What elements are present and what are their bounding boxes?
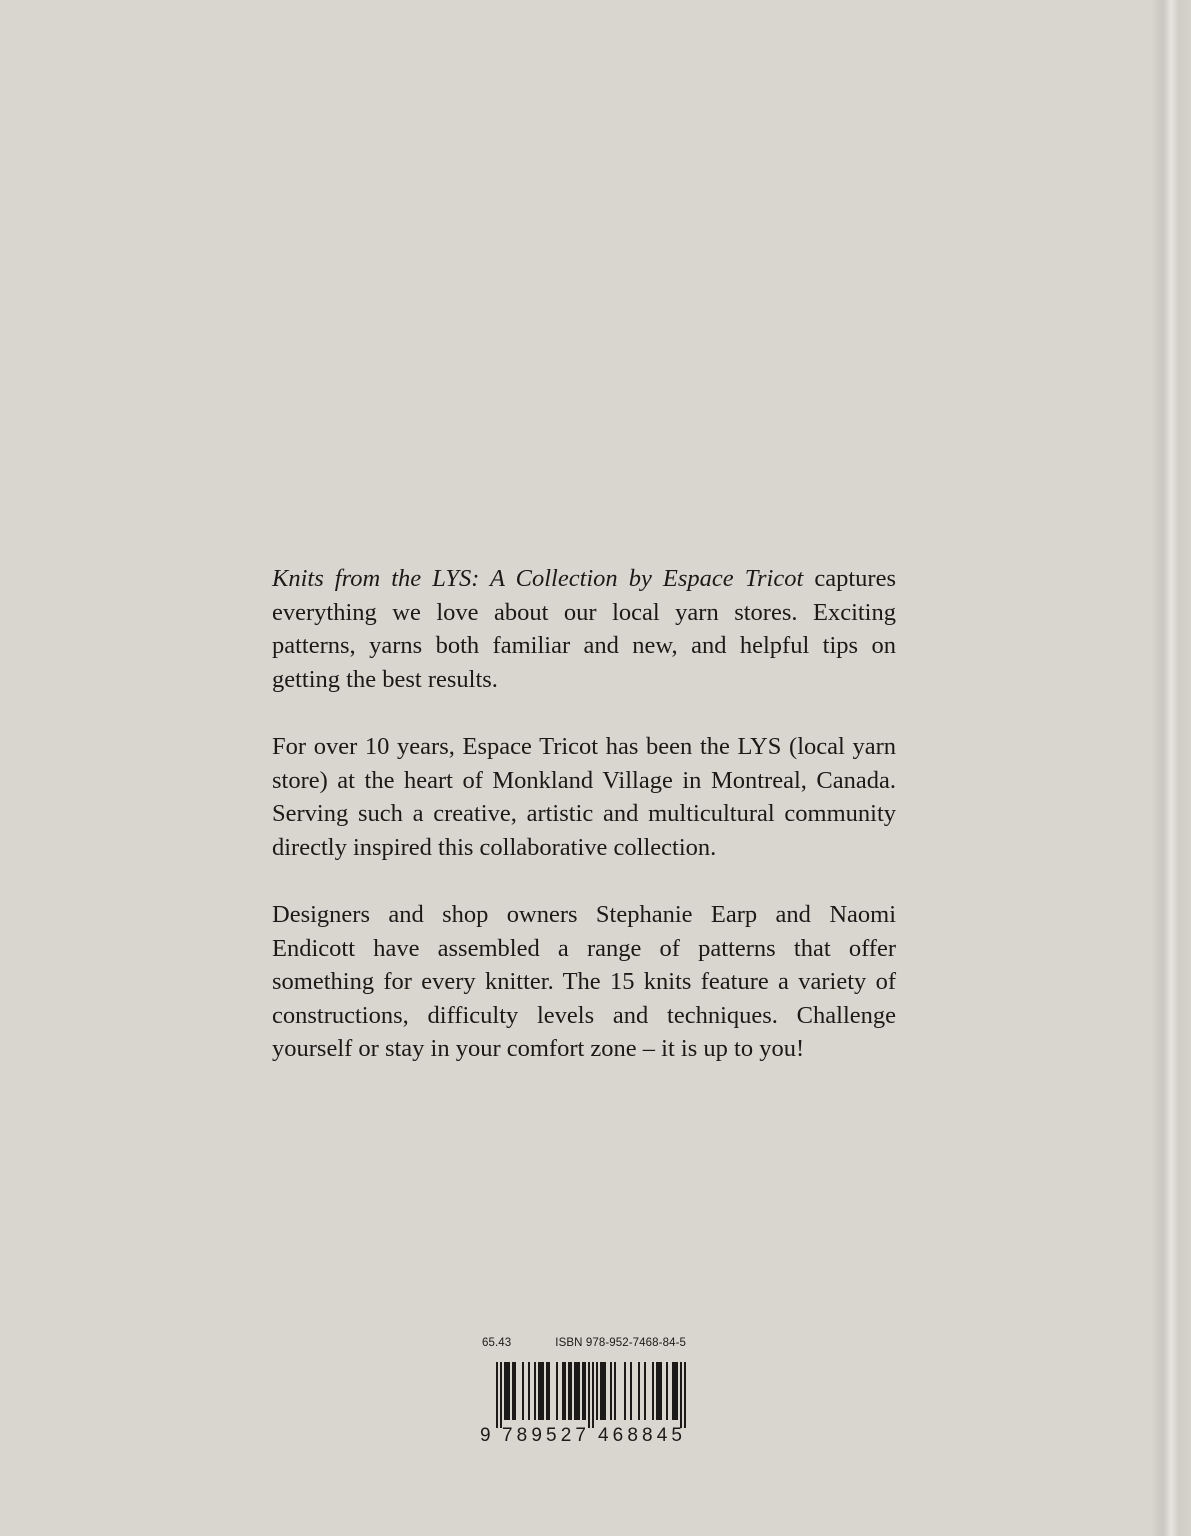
barcode-bar-25	[588, 1362, 590, 1428]
barcode-graphic	[480, 1362, 692, 1442]
barcode-bar-22	[578, 1362, 580, 1420]
blurb-paragraph-2: For over 10 years, Espace Tricot has been the LYS (local yarn store) at the heart of Monkland Village in Montreal, Canada. Serving such a creative, artistic and multicultural community directly inspired this collaborative collection.	[272, 732, 896, 861]
barcode-bar-43	[674, 1362, 676, 1420]
barcode-bar-31	[610, 1362, 612, 1420]
barcode-bar-11	[540, 1362, 542, 1420]
barcode-bar-42	[672, 1362, 674, 1420]
blurb-paragraph-3: Designers and shop owners Stephanie Earp and Naomi Endicott have assembled a range of patterns that offer something for every knitter. The 15 knits feature a variety of constructions, difficulty levels and techniques. Challenge yourself or stay in your comfort zone – it is up to you!	[272, 900, 896, 1063]
barcode-bar-32	[614, 1362, 616, 1420]
barcode-first-digit: 9	[480, 1425, 491, 1442]
barcode-bar-8	[528, 1362, 530, 1420]
barcode-bar-36	[644, 1362, 646, 1420]
barcode-bar-46	[684, 1362, 686, 1428]
barcode-bar-24	[584, 1362, 586, 1420]
barcode-bar-5	[512, 1362, 514, 1420]
barcode-bar-28	[600, 1362, 602, 1420]
barcode-bar-38	[656, 1362, 658, 1420]
barcode-bar-30	[604, 1362, 606, 1420]
barcode-bar-35	[638, 1362, 640, 1420]
barcode-bar-15	[556, 1362, 558, 1420]
book-title-italic: Knits from the LYS: A Collection by Espace Tricot	[272, 565, 804, 592]
barcode-bar-16	[562, 1362, 564, 1420]
barcode-bar-34	[630, 1362, 632, 1420]
barcode-bar-6	[514, 1362, 516, 1420]
back-cover-blurb	[272, 562, 896, 1066]
barcode-bars	[496, 1362, 686, 1428]
barcode-bar-41	[666, 1362, 668, 1420]
barcode-bar-2	[504, 1362, 506, 1420]
barcode-bar-14	[548, 1362, 550, 1420]
spine-edge	[1151, 0, 1191, 1536]
isbn-line	[482, 1337, 690, 1353]
barcode-bar-1	[500, 1362, 502, 1428]
barcode-bar-37	[652, 1362, 654, 1420]
barcode	[480, 1362, 692, 1442]
barcode-bar-29	[602, 1362, 604, 1420]
barcode-bar-20	[574, 1362, 576, 1420]
barcode-bar-9	[534, 1362, 536, 1420]
barcode-bar-27	[596, 1362, 598, 1420]
barcode-bar-3	[506, 1362, 508, 1420]
isbn-number: ISBN 978-952-7468-84-5	[555, 1337, 686, 1349]
barcode-right-digits: 468845	[598, 1425, 682, 1442]
barcode-bar-18	[568, 1362, 570, 1420]
barcode-bar-19	[570, 1362, 572, 1420]
price-code: 65.43	[482, 1337, 512, 1349]
barcode-bar-17	[564, 1362, 566, 1420]
barcode-bar-23	[582, 1362, 584, 1420]
barcode-bar-10	[538, 1362, 540, 1420]
blurb-paragraph-1-text: captures everything we love about our local yarn stores. Exciting patterns, yarns both familiar and new, and helpful tips on getting the best results.	[272, 565, 896, 693]
barcode-bar-39	[658, 1362, 660, 1420]
blurb-paragraph-1	[272, 562, 896, 696]
barcode-left-digits: 789527	[502, 1425, 586, 1442]
barcode-bar-7	[522, 1362, 524, 1420]
barcode-bar-26	[592, 1362, 594, 1428]
barcode-bar-13	[546, 1362, 548, 1420]
barcode-bar-33	[624, 1362, 626, 1420]
barcode-bar-40	[660, 1362, 662, 1420]
barcode-bar-0	[496, 1362, 498, 1428]
barcode-bar-4	[508, 1362, 510, 1420]
barcode-bar-44	[676, 1362, 678, 1420]
barcode-bar-21	[576, 1362, 578, 1420]
barcode-bar-45	[680, 1362, 682, 1428]
barcode-bar-12	[542, 1362, 544, 1420]
